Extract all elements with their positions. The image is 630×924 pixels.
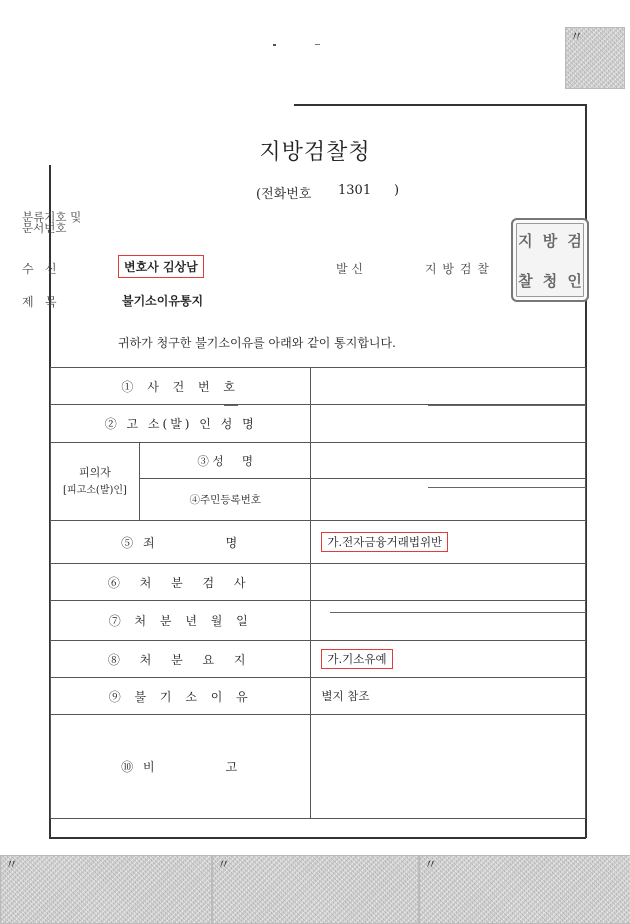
- row-value-case-number: [311, 368, 586, 405]
- suspect-label-line2: [피고소(발)인]: [63, 484, 127, 496]
- row-key-non-prosecution-reason: ⑨ 불 기 소 이 유: [51, 678, 311, 715]
- row-value-prosecutor: [311, 564, 586, 601]
- frame-top-line: [294, 104, 586, 106]
- suspect-name-label: ③ 성 명: [140, 443, 311, 479]
- table-row: [51, 601, 586, 641]
- table-row: [51, 443, 586, 479]
- category-label-line2: 문서번호: [22, 221, 67, 235]
- top-mark-dash: [315, 44, 320, 45]
- row-value-offense: [311, 521, 586, 564]
- seal-char-2: 방: [542, 231, 558, 250]
- subject-label: 제 목: [22, 295, 57, 309]
- seal-char-6: 인: [567, 271, 582, 290]
- sender-value: 지 방 검 찰: [425, 262, 490, 276]
- scan-line: [428, 487, 586, 488]
- seal-char-3: 검: [567, 231, 582, 250]
- agency-title: 지방검찰청: [259, 140, 371, 165]
- suspect-name-value: [311, 443, 586, 479]
- suspect-id-value: [311, 479, 586, 521]
- row-value-disposition-summary: [311, 641, 586, 678]
- recipient-value: 변호사 김상남: [118, 255, 204, 278]
- suspect-label-line1: 피의자: [79, 465, 111, 479]
- row-key-complainant: ② 고 소(발) 인 성 명: [51, 405, 311, 443]
- disposition-summary-value: 가.기소유예: [321, 649, 392, 669]
- redacted-block-bottom-1: 〃: [0, 855, 212, 924]
- row-key-offense: ⑤ 죄 명: [51, 521, 311, 564]
- seal-char-4: 찰: [518, 271, 533, 290]
- notice-table: [50, 367, 586, 819]
- row-key-prosecutor: ⑥ 처 분 검 사: [51, 564, 311, 601]
- redacted-block-bottom-3: 〃: [419, 855, 630, 924]
- scan-line: [330, 612, 586, 613]
- phone-label: (전화번호: [256, 187, 312, 202]
- category-label-line1: 분류기호 및: [22, 210, 82, 224]
- seal-char-5: 청: [542, 271, 558, 290]
- row-value-complainant: [311, 405, 586, 443]
- subject-value: 불기소이유통지: [122, 294, 204, 308]
- table-row: [51, 368, 586, 405]
- frame-bottom-line: [49, 837, 586, 839]
- official-seal-stamp: [511, 218, 589, 302]
- offense-value: 가.전자금융거래법위반: [321, 532, 448, 552]
- table-row: [51, 715, 586, 819]
- redacted-block-top-right: 〃: [565, 27, 625, 89]
- seal-char-1: 지: [518, 231, 533, 250]
- scan-line: [224, 405, 238, 406]
- row-key-disposition-date: ⑦ 처 분 년 월 일: [51, 601, 311, 641]
- redacted-block-bottom-2: 〃: [212, 855, 419, 924]
- table-row: [51, 521, 586, 564]
- category-label: [22, 212, 81, 234]
- row-key-case-number: ① 사 건 번 호: [51, 368, 311, 405]
- intro-text: 귀하가 청구한 불기소이유를 아래와 같이 통지합니다.: [118, 336, 396, 350]
- phone-close: ): [394, 183, 400, 198]
- row-value-disposition-date: [311, 601, 586, 641]
- sender-label: 발 신: [336, 262, 363, 276]
- suspect-label: [51, 443, 140, 521]
- top-mark-dot: [273, 44, 276, 46]
- row-key-remarks: ⑩ 비 고: [51, 715, 311, 819]
- scan-line: [428, 405, 586, 406]
- suspect-id-label: ④주민등록번호: [140, 479, 311, 521]
- row-value-non-prosecution-reason: 별지 참조: [311, 678, 586, 715]
- table-row: [51, 641, 586, 678]
- row-value-remarks: [311, 715, 586, 819]
- table-row: [51, 678, 586, 715]
- row-key-disposition-summary: ⑧ 처 분 요 지: [51, 641, 311, 678]
- recipient-label: 수 신: [22, 262, 57, 276]
- phone-number: 1301: [338, 183, 372, 198]
- table-row: [51, 405, 586, 443]
- table-row: [51, 564, 586, 601]
